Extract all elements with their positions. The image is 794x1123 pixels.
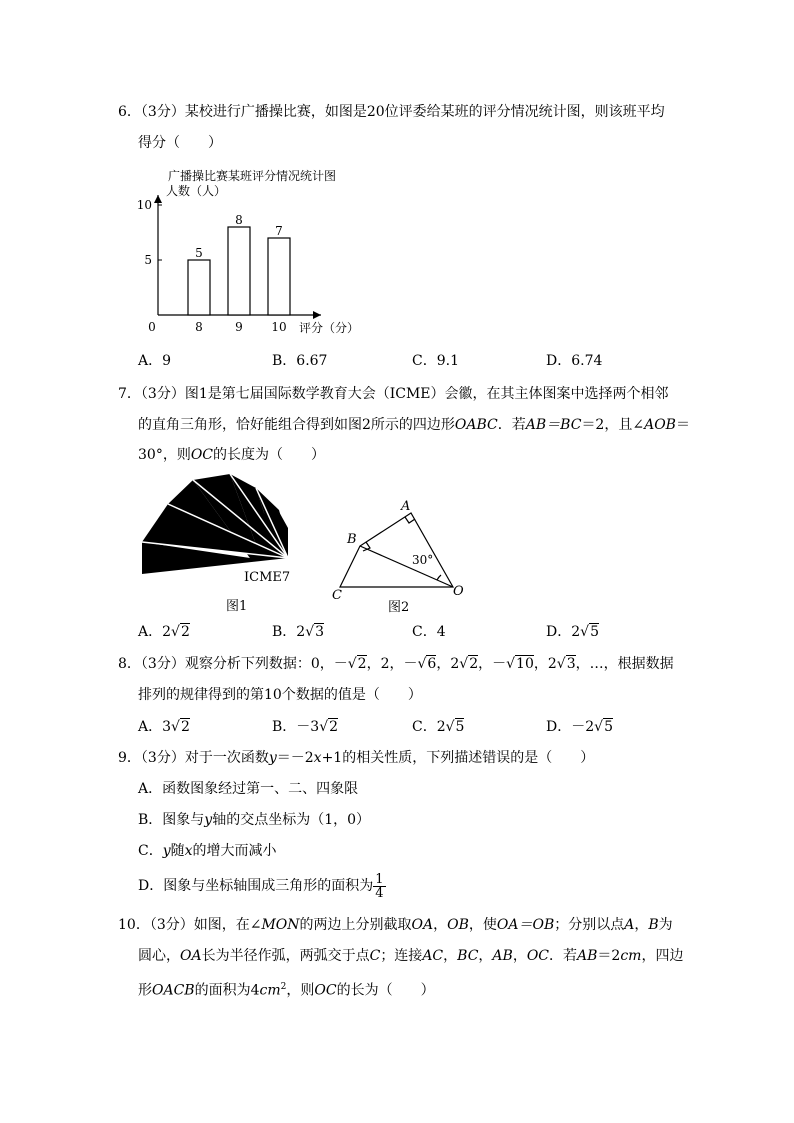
q7-line1: 7．（3分）图1是第七届国际数学教育大会（ICME）会徽，在其主体图案中选择两个相邻 bbox=[118, 386, 669, 402]
label-angle: 30° bbox=[412, 553, 434, 567]
q6-line2: 得分（ ） bbox=[138, 135, 222, 151]
label-O: O bbox=[453, 584, 464, 599]
q8-option-d[interactable]: D．－2√5 bbox=[546, 719, 613, 735]
fig2-caption: 图2 bbox=[388, 600, 410, 615]
bar-value-label: 5 bbox=[195, 246, 203, 260]
bar bbox=[228, 227, 250, 315]
quadrilateral-figure bbox=[325, 495, 475, 617]
q6-option-c[interactable]: C．9.1 bbox=[412, 353, 459, 369]
q8-line2: 排列的规律得到的第10个数据的值是（ ） bbox=[138, 687, 422, 703]
bar-value-label: 8 bbox=[235, 213, 243, 227]
q6-option-d[interactable]: D．6.74 bbox=[546, 353, 603, 369]
label-C: C bbox=[332, 588, 342, 603]
fraction-one-quarter: $\frac{1}{4}$ bbox=[375, 871, 384, 901]
q6-option-a[interactable]: A．9 bbox=[138, 353, 172, 369]
q7-line3: 30°，则OC的长度为（ ） bbox=[138, 447, 326, 463]
y-tick-label: 5 bbox=[144, 253, 152, 267]
q6-line1: 6．（3分）某校进行广播操比赛，如图是20位评委给某班的评分情况统计图，则该班平均 bbox=[118, 104, 665, 120]
bar bbox=[188, 260, 210, 315]
q10-line3: 形OACB的面积为$4cm^2$，则OC的长为（ ） bbox=[138, 982, 435, 999]
chart-title: 广播操比赛某班评分情况统计图 bbox=[168, 169, 337, 183]
q9-option-d[interactable]: D．图象与坐标轴围成三角形的面积为 $\frac{1}{4}$ bbox=[138, 871, 384, 901]
fig1-caption: 图1 bbox=[226, 599, 248, 614]
q7-option-b[interactable]: B．2√3 bbox=[272, 624, 325, 640]
bar-value-label: 7 bbox=[275, 224, 283, 238]
q8-option-b[interactable]: B．－3√2 bbox=[272, 719, 339, 735]
q8-option-a[interactable]: A．3√2 bbox=[138, 719, 190, 735]
q6-bar-chart bbox=[136, 165, 366, 340]
x-axis-arrow bbox=[313, 311, 321, 319]
q9-option-b[interactable]: B．图象与y轴的交点坐标为（1，0） bbox=[138, 812, 371, 828]
q8-line1: 8．（3分）观察分析下列数据：0，－√2，2，－√6，2√2，－√10，2√3，…，根据数据 bbox=[118, 656, 674, 672]
q7-option-d[interactable]: D．2√5 bbox=[546, 624, 599, 640]
q7-option-a[interactable]: A．2√2 bbox=[138, 624, 190, 640]
bar bbox=[268, 238, 290, 315]
y-tick-label: 10 bbox=[136, 198, 152, 212]
q9-line1: 9．（3分）对于一次函数y＝－2x+1的相关性质，下列描述错误的是（ ） bbox=[118, 750, 595, 766]
q7-option-c[interactable]: C．4 bbox=[412, 624, 446, 640]
icme7-logo-figure bbox=[138, 470, 298, 615]
q7-line2: 的直角三角形，恰好能组合得到如图2所示的四边形OABC．若AB＝BC＝2，且∠AOB＝ bbox=[138, 417, 690, 433]
q9-option-c[interactable]: C．y随x的增大而减小 bbox=[138, 843, 277, 859]
origin-label: 0 bbox=[148, 320, 156, 334]
chart-ylabel: 人数（人） bbox=[166, 184, 227, 198]
x-tick-label: 9 bbox=[235, 320, 243, 334]
y-axis-arrow bbox=[154, 195, 162, 203]
q10-line2: 圆心，OA长为半径作弧，两弧交于点C；连接AC，BC，AB，OC．若AB＝2cm，四边 bbox=[138, 948, 684, 964]
icme7-text: ICME7 bbox=[244, 570, 291, 585]
q8-option-c[interactable]: C．2√5 bbox=[412, 719, 465, 735]
x-tick-label: 8 bbox=[195, 320, 203, 334]
label-B: B bbox=[347, 532, 357, 547]
x-tick-label: 10 bbox=[271, 320, 287, 334]
chart-xlabel: 评分（分） bbox=[299, 321, 360, 335]
q6-option-b[interactable]: B．6.67 bbox=[272, 353, 328, 369]
q10-line1: 10．（3分）如图，在∠MON的两边上分别截取OA，OB，使OA＝OB；分别以点A，B为 bbox=[118, 917, 673, 933]
label-A: A bbox=[401, 499, 411, 514]
q9-option-a[interactable]: A．函数图象经过第一、二、四象限 bbox=[138, 781, 359, 797]
